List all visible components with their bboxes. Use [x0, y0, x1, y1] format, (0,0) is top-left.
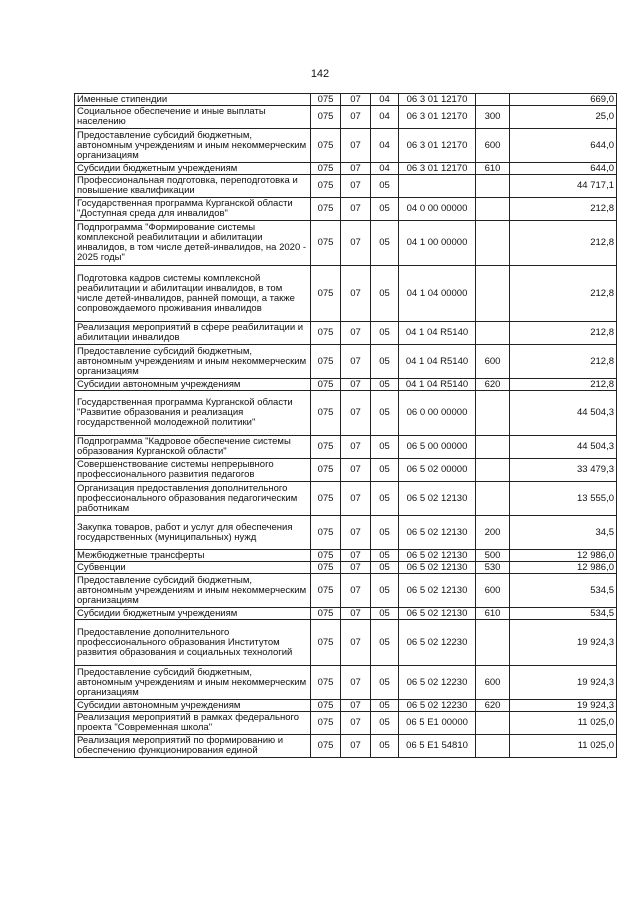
row-name: Закупка товаров, работ и услуг для обеспечения государственных (муниципальных) нужд	[75, 516, 311, 550]
row-expense-type	[476, 712, 510, 735]
row-section: 07	[341, 175, 371, 198]
row-subsection: 05	[371, 436, 399, 459]
table-row	[75, 574, 617, 608]
table-row	[75, 459, 617, 482]
row-section: 07	[341, 345, 371, 379]
row-name: Государственная программа Курганской области "Развитие образования и реализация государственной молодежной политики"	[75, 391, 311, 436]
row-amount: 534,5	[510, 574, 617, 608]
table-row	[75, 562, 617, 574]
row-section: 07	[341, 379, 371, 391]
row-ved: 075	[311, 175, 341, 198]
row-name: Межбюджетные трансферты	[75, 550, 311, 562]
table-row	[75, 516, 617, 550]
row-amount: 212,8	[510, 345, 617, 379]
row-expense-type	[476, 459, 510, 482]
table-row	[75, 221, 617, 266]
row-section: 07	[341, 106, 371, 129]
table-row	[75, 345, 617, 379]
row-subsection: 05	[371, 379, 399, 391]
row-amount: 34,5	[510, 516, 617, 550]
row-target-article: 04 0 00 00000	[399, 198, 476, 221]
row-name: Государственная программа Курганской области "Доступная среда для инвалидов"	[75, 198, 311, 221]
row-name: Субсидии автономным учреждениям	[75, 700, 311, 712]
row-ved: 075	[311, 198, 341, 221]
row-expense-type: 600	[476, 666, 510, 700]
row-expense-type: 600	[476, 129, 510, 163]
row-name: Организация предоставления дополнительного профессионального образования педагогическим работникам	[75, 482, 311, 516]
table-row	[75, 106, 617, 129]
row-section: 07	[341, 482, 371, 516]
row-subsection: 05	[371, 562, 399, 574]
row-name: Предоставление дополнительного профессионального образования Институтом развития образования и социальных технологий	[75, 620, 311, 666]
row-section: 07	[341, 436, 371, 459]
row-ved: 075	[311, 562, 341, 574]
row-target-article: 04 1 00 00000	[399, 221, 476, 266]
table-row	[75, 175, 617, 198]
table-row	[75, 379, 617, 391]
row-expense-type: 500	[476, 550, 510, 562]
row-amount: 11 025,0	[510, 712, 617, 735]
row-target-article: 06 3 01 12170	[399, 163, 476, 175]
row-subsection: 05	[371, 482, 399, 516]
row-target-article: 06 3 01 12170	[399, 94, 476, 106]
row-target-article: 06 3 01 12170	[399, 106, 476, 129]
row-target-article: 06 5 02 12130	[399, 482, 476, 516]
row-subsection: 05	[371, 345, 399, 379]
row-amount: 644,0	[510, 163, 617, 175]
row-name: Субсидии бюджетным учреждениям	[75, 163, 311, 175]
row-expense-type	[476, 735, 510, 758]
row-name: Подпрограмма "Кадровое обеспечение системы образования Курганской области"	[75, 436, 311, 459]
row-subsection: 05	[371, 198, 399, 221]
table-row	[75, 129, 617, 163]
row-section: 07	[341, 266, 371, 322]
table-row	[75, 666, 617, 700]
row-subsection: 04	[371, 129, 399, 163]
table-row	[75, 266, 617, 322]
row-ved: 075	[311, 516, 341, 550]
row-target-article: 06 5 02 12130	[399, 608, 476, 620]
row-ved: 075	[311, 482, 341, 516]
table-row	[75, 712, 617, 735]
row-subsection: 05	[371, 175, 399, 198]
row-name: Субвенции	[75, 562, 311, 574]
row-section: 07	[341, 516, 371, 550]
row-amount: 13 555,0	[510, 482, 617, 516]
row-section: 07	[341, 198, 371, 221]
row-amount: 33 479,3	[510, 459, 617, 482]
row-expense-type: 600	[476, 574, 510, 608]
row-amount: 212,8	[510, 198, 617, 221]
row-amount: 534,5	[510, 608, 617, 620]
row-ved: 075	[311, 221, 341, 266]
row-name: Подготовка кадров системы комплексной реабилитации и абилитации инвалидов, в том числе детей-инвалидов, ранней помощи, а также сопровождаемого проживания инвалидов	[75, 266, 311, 322]
row-amount: 12 986,0	[510, 550, 617, 562]
row-target-article: 04 1 04 R5140	[399, 322, 476, 345]
row-subsection: 04	[371, 163, 399, 175]
row-amount: 669,0	[510, 94, 617, 106]
table-row	[75, 198, 617, 221]
row-amount: 19 924,3	[510, 666, 617, 700]
row-subsection: 05	[371, 620, 399, 666]
row-subsection: 05	[371, 700, 399, 712]
table-row	[75, 391, 617, 436]
row-ved: 075	[311, 436, 341, 459]
row-target-article: 04 1 04 R5140	[399, 379, 476, 391]
row-ved: 075	[311, 735, 341, 758]
row-target-article: 06 5 E1 00000	[399, 712, 476, 735]
row-ved: 075	[311, 666, 341, 700]
row-amount: 19 924,3	[510, 700, 617, 712]
row-ved: 075	[311, 700, 341, 712]
row-expense-type	[476, 482, 510, 516]
row-subsection: 05	[371, 608, 399, 620]
row-amount: 11 025,0	[510, 735, 617, 758]
row-subsection: 05	[371, 735, 399, 758]
table-row	[75, 608, 617, 620]
row-name: Субсидии бюджетным учреждениям	[75, 608, 311, 620]
row-ved: 075	[311, 163, 341, 175]
row-expense-type	[476, 620, 510, 666]
row-target-article: 06 5 02 12130	[399, 574, 476, 608]
row-target-article: 06 5 02 00000	[399, 459, 476, 482]
row-amount: 644,0	[510, 129, 617, 163]
row-expense-type: 610	[476, 608, 510, 620]
row-subsection: 04	[371, 106, 399, 129]
row-section: 07	[341, 666, 371, 700]
row-amount: 212,8	[510, 221, 617, 266]
row-ved: 075	[311, 322, 341, 345]
row-amount: 212,8	[510, 266, 617, 322]
row-subsection: 05	[371, 459, 399, 482]
row-section: 07	[341, 322, 371, 345]
row-subsection: 05	[371, 712, 399, 735]
row-target-article: 06 5 02 12130	[399, 516, 476, 550]
row-target-article: 06 5 02 12130	[399, 562, 476, 574]
row-target-article	[399, 175, 476, 198]
row-subsection: 05	[371, 391, 399, 436]
row-target-article: 06 5 E1 54810	[399, 735, 476, 758]
row-subsection: 05	[371, 516, 399, 550]
row-amount: 25,0	[510, 106, 617, 129]
row-name: Реализация мероприятий в рамках федерального проекта "Современная школа"	[75, 712, 311, 735]
row-name: Реализация мероприятий в сфере реабилитации и абилитации инвалидов	[75, 322, 311, 345]
row-target-article: 06 5 02 12230	[399, 620, 476, 666]
row-target-article: 06 0 00 00000	[399, 391, 476, 436]
row-amount: 44 504,3	[510, 391, 617, 436]
row-expense-type: 600	[476, 345, 510, 379]
row-subsection: 05	[371, 322, 399, 345]
row-ved: 075	[311, 129, 341, 163]
row-subsection: 05	[371, 266, 399, 322]
table-row	[75, 620, 617, 666]
row-expense-type	[476, 436, 510, 459]
row-section: 07	[341, 700, 371, 712]
row-target-article: 06 3 01 12170	[399, 129, 476, 163]
row-name: Именные стипендии	[75, 94, 311, 106]
row-expense-type: 200	[476, 516, 510, 550]
table-row	[75, 700, 617, 712]
row-name: Социальное обеспечение и иные выплаты населению	[75, 106, 311, 129]
row-section: 07	[341, 608, 371, 620]
row-name: Реализация мероприятий по формированию и обеспечению функционирования единой	[75, 735, 311, 758]
row-expense-type	[476, 322, 510, 345]
page-number: 142	[310, 68, 330, 80]
row-target-article: 04 1 04 00000	[399, 266, 476, 322]
row-expense-type	[476, 94, 510, 106]
row-expense-type: 530	[476, 562, 510, 574]
row-target-article: 06 5 00 00000	[399, 436, 476, 459]
row-expense-type: 610	[476, 163, 510, 175]
row-ved: 075	[311, 712, 341, 735]
row-section: 07	[341, 574, 371, 608]
table-row	[75, 436, 617, 459]
row-section: 07	[341, 550, 371, 562]
row-expense-type: 620	[476, 700, 510, 712]
row-section: 07	[341, 391, 371, 436]
row-name: Предоставление субсидий бюджетным, автономным учреждениям и иным некоммерческим организациям	[75, 666, 311, 700]
row-amount: 212,8	[510, 322, 617, 345]
row-target-article: 04 1 04 R5140	[399, 345, 476, 379]
row-amount: 12 986,0	[510, 562, 617, 574]
row-amount: 44 717,1	[510, 175, 617, 198]
row-expense-type: 620	[476, 379, 510, 391]
budget-table	[74, 93, 617, 758]
row-name: Предоставление субсидий бюджетным, автономным учреждениям и иным некоммерческим организациям	[75, 574, 311, 608]
row-section: 07	[341, 620, 371, 666]
row-section: 07	[341, 735, 371, 758]
row-subsection: 05	[371, 574, 399, 608]
row-section: 07	[341, 459, 371, 482]
row-target-article: 06 5 02 12130	[399, 550, 476, 562]
row-subsection: 05	[371, 221, 399, 266]
row-ved: 075	[311, 266, 341, 322]
row-expense-type: 300	[476, 106, 510, 129]
row-expense-type	[476, 266, 510, 322]
table-row	[75, 550, 617, 562]
row-section: 07	[341, 221, 371, 266]
row-name: Предоставление субсидий бюджетным, автономным учреждениям и иным некоммерческим организациям	[75, 129, 311, 163]
row-name: Профессиональная подготовка, переподготовка и повышение квалификации	[75, 175, 311, 198]
row-ved: 075	[311, 94, 341, 106]
row-ved: 075	[311, 345, 341, 379]
budget-table-body	[75, 94, 617, 758]
row-name: Субсидии автономным учреждениям	[75, 379, 311, 391]
row-amount: 19 924,3	[510, 620, 617, 666]
row-ved: 075	[311, 550, 341, 562]
row-ved: 075	[311, 379, 341, 391]
row-name: Предоставление субсидий бюджетным, автономным учреждениям и иным некоммерческим организациям	[75, 345, 311, 379]
table-row	[75, 163, 617, 175]
row-section: 07	[341, 562, 371, 574]
row-expense-type	[476, 198, 510, 221]
row-ved: 075	[311, 459, 341, 482]
row-expense-type	[476, 391, 510, 436]
row-subsection: 05	[371, 666, 399, 700]
row-target-article: 06 5 02 12230	[399, 666, 476, 700]
row-section: 07	[341, 94, 371, 106]
table-row	[75, 735, 617, 758]
row-name: Совершенствование системы непрерывного профессионального развития педагогов	[75, 459, 311, 482]
row-target-article: 06 5 02 12230	[399, 700, 476, 712]
row-ved: 075	[311, 574, 341, 608]
row-expense-type	[476, 175, 510, 198]
table-row	[75, 94, 617, 106]
row-section: 07	[341, 129, 371, 163]
row-subsection: 04	[371, 94, 399, 106]
row-amount: 44 504,3	[510, 436, 617, 459]
table-row	[75, 482, 617, 516]
row-amount: 212,8	[510, 379, 617, 391]
table-row	[75, 322, 617, 345]
row-ved: 075	[311, 106, 341, 129]
row-ved: 075	[311, 608, 341, 620]
row-subsection: 05	[371, 550, 399, 562]
row-ved: 075	[311, 620, 341, 666]
row-expense-type	[476, 221, 510, 266]
row-section: 07	[341, 163, 371, 175]
row-section: 07	[341, 712, 371, 735]
row-name: Подпрограмма "Формирование системы комплексной реабилитации и абилитации инвалидов, в том числе детей-инвалидов, на 2020 - 2025 годы"	[75, 221, 311, 266]
row-ved: 075	[311, 391, 341, 436]
